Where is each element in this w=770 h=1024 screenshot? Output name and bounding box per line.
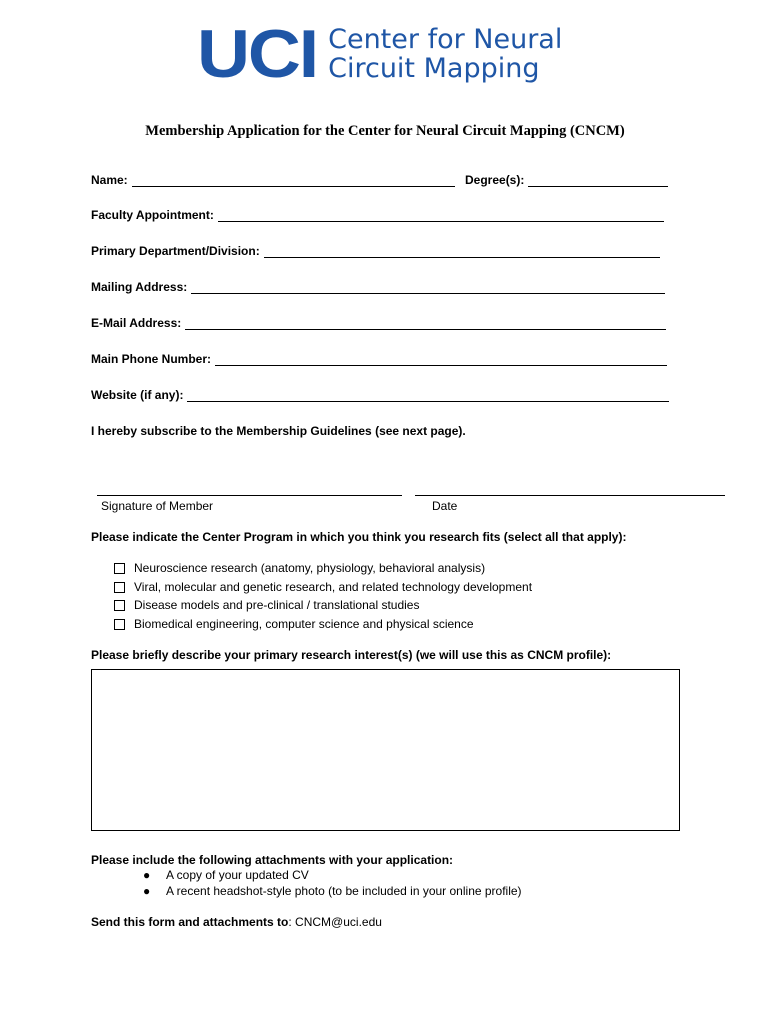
main-phone-field[interactable] — [91, 352, 667, 366]
research-prompt: Please briefly describe your primary research interest(s) (we will use this as CNCM profile): — [91, 648, 612, 662]
program-option[interactable] — [114, 598, 419, 612]
email-label: E-Mail Address: — [91, 316, 182, 330]
date-line[interactable] — [415, 495, 725, 496]
signature-line[interactable] — [97, 495, 402, 496]
send-email-link[interactable]: CNCM@uci.edu — [295, 915, 382, 929]
attachment-item-label: A copy of your updated CV — [166, 868, 309, 882]
faculty-appointment-field[interactable] — [91, 208, 664, 222]
program-option-label: Disease models and pre-clinical / translational studies — [134, 598, 420, 612]
website-input-line[interactable] — [187, 390, 669, 402]
date-label: Date — [432, 499, 458, 513]
program-question: Please indicate the Center Program in which you think you research fits (select all that apply): — [91, 530, 627, 544]
research-interest-textarea[interactable] — [91, 669, 680, 831]
mailing-address-field[interactable] — [91, 280, 665, 294]
uci-wordmark: UCI — [197, 16, 317, 92]
program-option[interactable] — [114, 561, 485, 575]
mailing-address-label: Mailing Address: — [91, 280, 188, 294]
name-field[interactable] — [91, 173, 455, 187]
program-option[interactable] — [114, 580, 532, 594]
bullet-icon: ● — [143, 884, 151, 898]
subscribe-statement: I hereby subscribe to the Membership Guidelines (see next page). — [91, 424, 466, 438]
send-label: Send this form and attachments to — [91, 915, 289, 929]
website-label: Website (if any): — [91, 388, 184, 402]
logo-center-name — [328, 25, 562, 83]
send-instruction — [91, 915, 382, 929]
page-title: Membership Application for the Center for Neural Circuit Mapping (CNCM) — [145, 123, 625, 139]
faculty-appointment-label: Faculty Appointment: — [91, 208, 214, 222]
send-separator: : — [288, 915, 292, 929]
email-field[interactable] — [91, 316, 666, 330]
logo-line-2: Circuit Mapping — [328, 53, 540, 84]
program-option-label: Biomedical engineering, computer science and physical science — [134, 617, 474, 631]
program-option-label: Viral, molecular and genetic research, and related technology development — [134, 580, 533, 594]
email-input-line[interactable] — [185, 318, 666, 330]
primary-department-input-line[interactable] — [264, 246, 660, 258]
checkbox[interactable] — [114, 619, 125, 630]
list-item — [143, 884, 522, 898]
faculty-appointment-input-line[interactable] — [218, 210, 664, 222]
degrees-field[interactable] — [465, 173, 668, 187]
name-label: Name: — [91, 173, 128, 187]
checkbox[interactable] — [114, 600, 125, 611]
checkbox[interactable] — [114, 563, 125, 574]
main-phone-label: Main Phone Number: — [91, 352, 212, 366]
name-input-line[interactable] — [132, 175, 455, 187]
signature-label: Signature of Member — [101, 499, 214, 513]
mailing-address-input-line[interactable] — [191, 282, 665, 294]
program-option[interactable] — [114, 617, 474, 631]
primary-department-field[interactable] — [91, 244, 660, 258]
main-phone-input-line[interactable] — [215, 354, 667, 366]
degrees-label: Degree(s): — [465, 173, 525, 187]
primary-department-label: Primary Department/Division: — [91, 244, 260, 258]
list-item — [143, 868, 309, 882]
attachment-item-label: A recent headshot-style photo (to be included in your online profile) — [166, 884, 522, 898]
degrees-input-line[interactable] — [528, 175, 668, 187]
website-field[interactable] — [91, 388, 669, 402]
attachments-heading: Please include the following attachments with your application: — [91, 853, 454, 867]
bullet-icon: ● — [143, 868, 151, 882]
logo-line-1: Center for Neural — [328, 24, 563, 55]
checkbox[interactable] — [114, 582, 125, 593]
uci-cncm-logo — [197, 16, 563, 92]
program-option-label: Neuroscience research (anatomy, physiology, behavioral analysis) — [134, 561, 486, 575]
